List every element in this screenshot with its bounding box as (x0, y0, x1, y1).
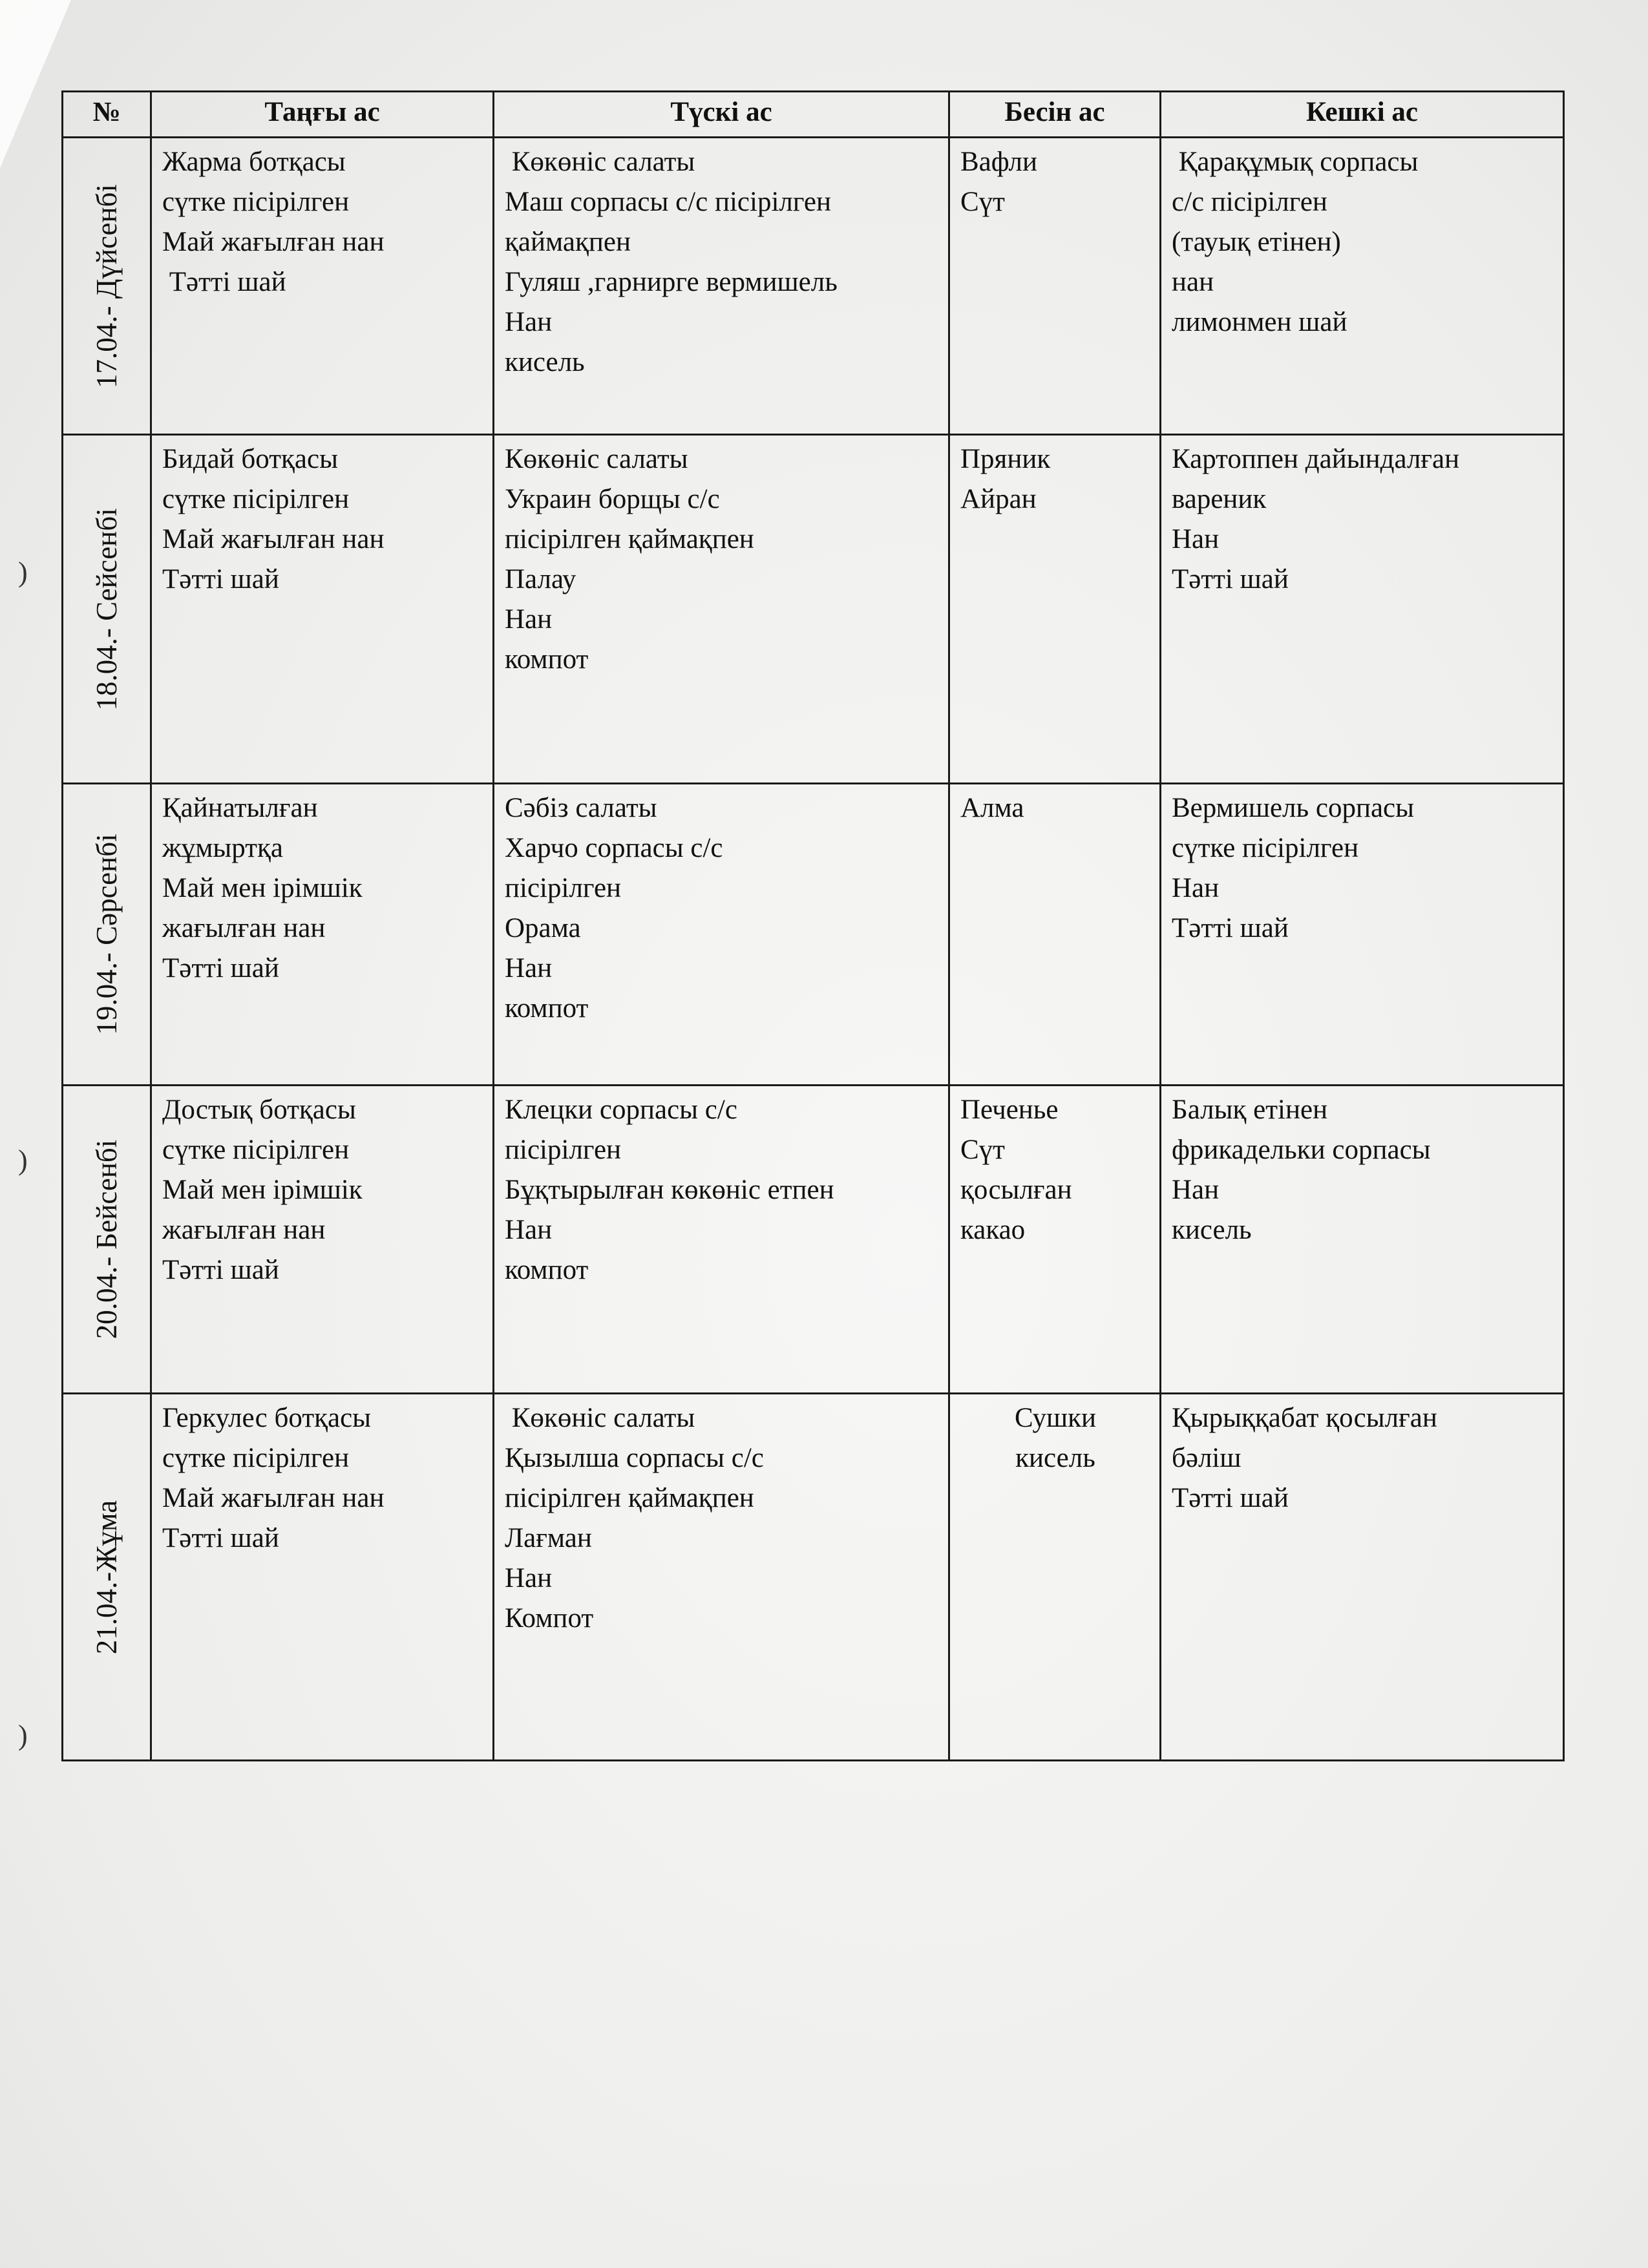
margin-mark: ) (18, 1719, 28, 1751)
menu-item: Достық ботқасы (162, 1095, 356, 1125)
menu-item: Балық етінен (1172, 1095, 1328, 1125)
menu-item: қосылған (960, 1175, 1072, 1205)
menu-item: Компот (505, 1603, 594, 1633)
menu-item: Нан (505, 953, 553, 983)
menu-item: Клецки сорпасы с/с (505, 1095, 737, 1125)
dinner-cell (1161, 1086, 1564, 1394)
menu-item: лимонмен шай (1172, 307, 1347, 337)
day-label: 21.04.-Жұма (90, 1500, 123, 1654)
menu-item: Тәтті шай (162, 267, 286, 297)
menu-item: Вафли (960, 147, 1038, 177)
menu-item: Май жағылған нан (162, 1483, 385, 1513)
menu-item: Сүт (960, 1135, 1005, 1165)
weekly-menu-table (61, 90, 1565, 1761)
dinner-cell (1161, 435, 1564, 784)
menu-item: кисель (1172, 1215, 1252, 1245)
header-dinner: Кешкі ас (1161, 92, 1564, 138)
folded-corner (0, 0, 71, 168)
menu-item: Қайнатылған (162, 793, 318, 823)
table-row (63, 1086, 1564, 1394)
menu-item: Тәтті шай (1172, 1483, 1289, 1513)
menu-item: с/с пісірілген (1172, 187, 1327, 217)
menu-item: компот (505, 993, 589, 1024)
header-row (63, 92, 1564, 138)
menu-item: Алма (960, 793, 1024, 823)
menu-item: Айран (960, 484, 1037, 514)
menu-item: пісірілген қаймақпен (505, 524, 754, 554)
menu-item: жағылған нан (162, 913, 326, 943)
table-row (63, 138, 1564, 435)
menu-item: фрикадельки сорпасы (1172, 1135, 1431, 1165)
breakfast-cell (151, 138, 494, 435)
menu-item: Нан (505, 1215, 553, 1245)
menu-item: жағылған нан (162, 1215, 326, 1245)
menu-item: Нан (1172, 1175, 1220, 1205)
menu-item: Көкөніс салаты (505, 444, 688, 474)
menu-item: Тәтті шай (1172, 564, 1289, 594)
day-cell (63, 1086, 151, 1394)
menu-item: сүтке пісірілген (162, 1135, 350, 1165)
menu-item: Сүт (960, 187, 1005, 217)
dinner-cell (1161, 1394, 1564, 1761)
menu-item: Нан (505, 1563, 553, 1593)
menu-item: (тауық етінен) (1172, 227, 1341, 257)
menu-item: Бидай ботқасы (162, 444, 338, 474)
menu-item: Картоппен дайындалған (1172, 444, 1460, 474)
lunch-cell (494, 784, 949, 1086)
table-row (63, 784, 1564, 1086)
breakfast-cell (151, 1394, 494, 1761)
breakfast-cell (151, 1086, 494, 1394)
menu-item: пісірілген қаймақпен (505, 1483, 754, 1513)
menu-item: Нан (1172, 873, 1220, 903)
menu-item: Қызылша сорпасы с/с (505, 1443, 764, 1473)
menu-item: пісірілген (505, 873, 622, 903)
menu-item: Тәтті шай (1172, 913, 1289, 943)
margin-mark: ) (18, 1144, 28, 1176)
menu-item: Орама (505, 913, 581, 943)
menu-item: сүтке пісірілген (1172, 833, 1359, 863)
lunch-cell (494, 138, 949, 435)
header-breakfast: Таңғы ас (151, 92, 494, 138)
menu-item: Сәбіз салаты (505, 793, 657, 823)
menu-item: жұмыртқа (162, 833, 284, 863)
menu-item: сүтке пісірілген (162, 1443, 350, 1473)
menu-item: Нан (505, 604, 553, 635)
menu-item: кисель (1015, 1443, 1095, 1473)
menu-item: бәліш (1172, 1443, 1241, 1473)
menu-item: какао (960, 1215, 1026, 1245)
menu-item: Қырыққабат қосылған (1172, 1403, 1437, 1433)
menu-item: Көкөніс салаты (505, 147, 695, 177)
snack-cell (949, 784, 1161, 1086)
menu-item: Харчо сорпасы с/с (505, 833, 723, 863)
menu-item: сүтке пісірілген (162, 187, 350, 217)
lunch-cell (494, 435, 949, 784)
menu-item: қаймақпен (505, 227, 631, 257)
header-snack: Бесін ас (949, 92, 1161, 138)
menu-item: Май жағылған нан (162, 227, 385, 257)
menu-item: Маш сорпасы с/с пісірілген (505, 187, 832, 217)
menu-item: Жарма ботқасы (162, 147, 346, 177)
menu-item: Қарақұмық сорпасы (1172, 147, 1419, 177)
menu-item: Бұқтырылған көкөніс етпен (505, 1175, 834, 1205)
menu-item: Көкөніс салаты (505, 1403, 695, 1433)
menu-item: нан (1172, 267, 1214, 297)
day-cell (63, 435, 151, 784)
margin-mark: ) (18, 556, 28, 588)
day-cell (63, 1394, 151, 1761)
menu-item: Май мен ірімшік (162, 873, 363, 903)
snack-cell (949, 435, 1161, 784)
dinner-cell (1161, 138, 1564, 435)
menu-item: Нан (1172, 524, 1220, 554)
menu-item: Украин борщы с/с (505, 484, 720, 514)
header-lunch: Түскі ас (494, 92, 949, 138)
day-cell (63, 784, 151, 1086)
lunch-cell (494, 1394, 949, 1761)
menu-item: Пряник (960, 444, 1051, 474)
menu-item: Тәтті шай (162, 953, 279, 983)
lunch-cell (494, 1086, 949, 1394)
snack-cell (949, 1394, 1161, 1761)
day-label: 17.04.- Дүйсенбі (90, 184, 123, 388)
menu-item: Тәтті шай (162, 1523, 279, 1553)
menu-item: Тәтті шай (162, 1255, 279, 1285)
day-label: 20.04.- Бейсенбі (90, 1139, 123, 1339)
menu-item: Гуляш ,гарнирге вермишель (505, 267, 838, 297)
breakfast-cell (151, 435, 494, 784)
header-number: № (63, 92, 151, 138)
menu-item: Тәтті шай (162, 564, 279, 594)
menu-item: Май мен ірімшік (162, 1175, 363, 1205)
menu-item: Сушки (1014, 1403, 1097, 1433)
table-row (63, 435, 1564, 784)
menu-item: Лағман (505, 1523, 592, 1553)
dinner-cell (1161, 784, 1564, 1086)
table-row (63, 1394, 1564, 1761)
menu-item: Палау (505, 564, 576, 594)
menu-item: кисель (505, 347, 585, 377)
snack-cell (949, 1086, 1161, 1394)
menu-item: сүтке пісірілген (162, 484, 350, 514)
day-label: 18.04.- Сейсенбі (90, 507, 123, 711)
menu-item: Нан (505, 307, 553, 337)
day-label: 19.04.- Сәрсенбі (90, 834, 123, 1035)
menu-item: компот (505, 644, 589, 675)
snack-cell (949, 138, 1161, 435)
day-cell (63, 138, 151, 435)
menu-item: пісірілген (505, 1135, 622, 1165)
menu-item: Геркулес ботқасы (162, 1403, 372, 1433)
menu-item: вареник (1172, 484, 1267, 514)
menu-item: Вермишель сорпасы (1172, 793, 1415, 823)
menu-item: Май жағылған нан (162, 524, 385, 554)
menu-item: компот (505, 1255, 589, 1285)
menu-item: Печенье (960, 1095, 1059, 1125)
breakfast-cell (151, 784, 494, 1086)
